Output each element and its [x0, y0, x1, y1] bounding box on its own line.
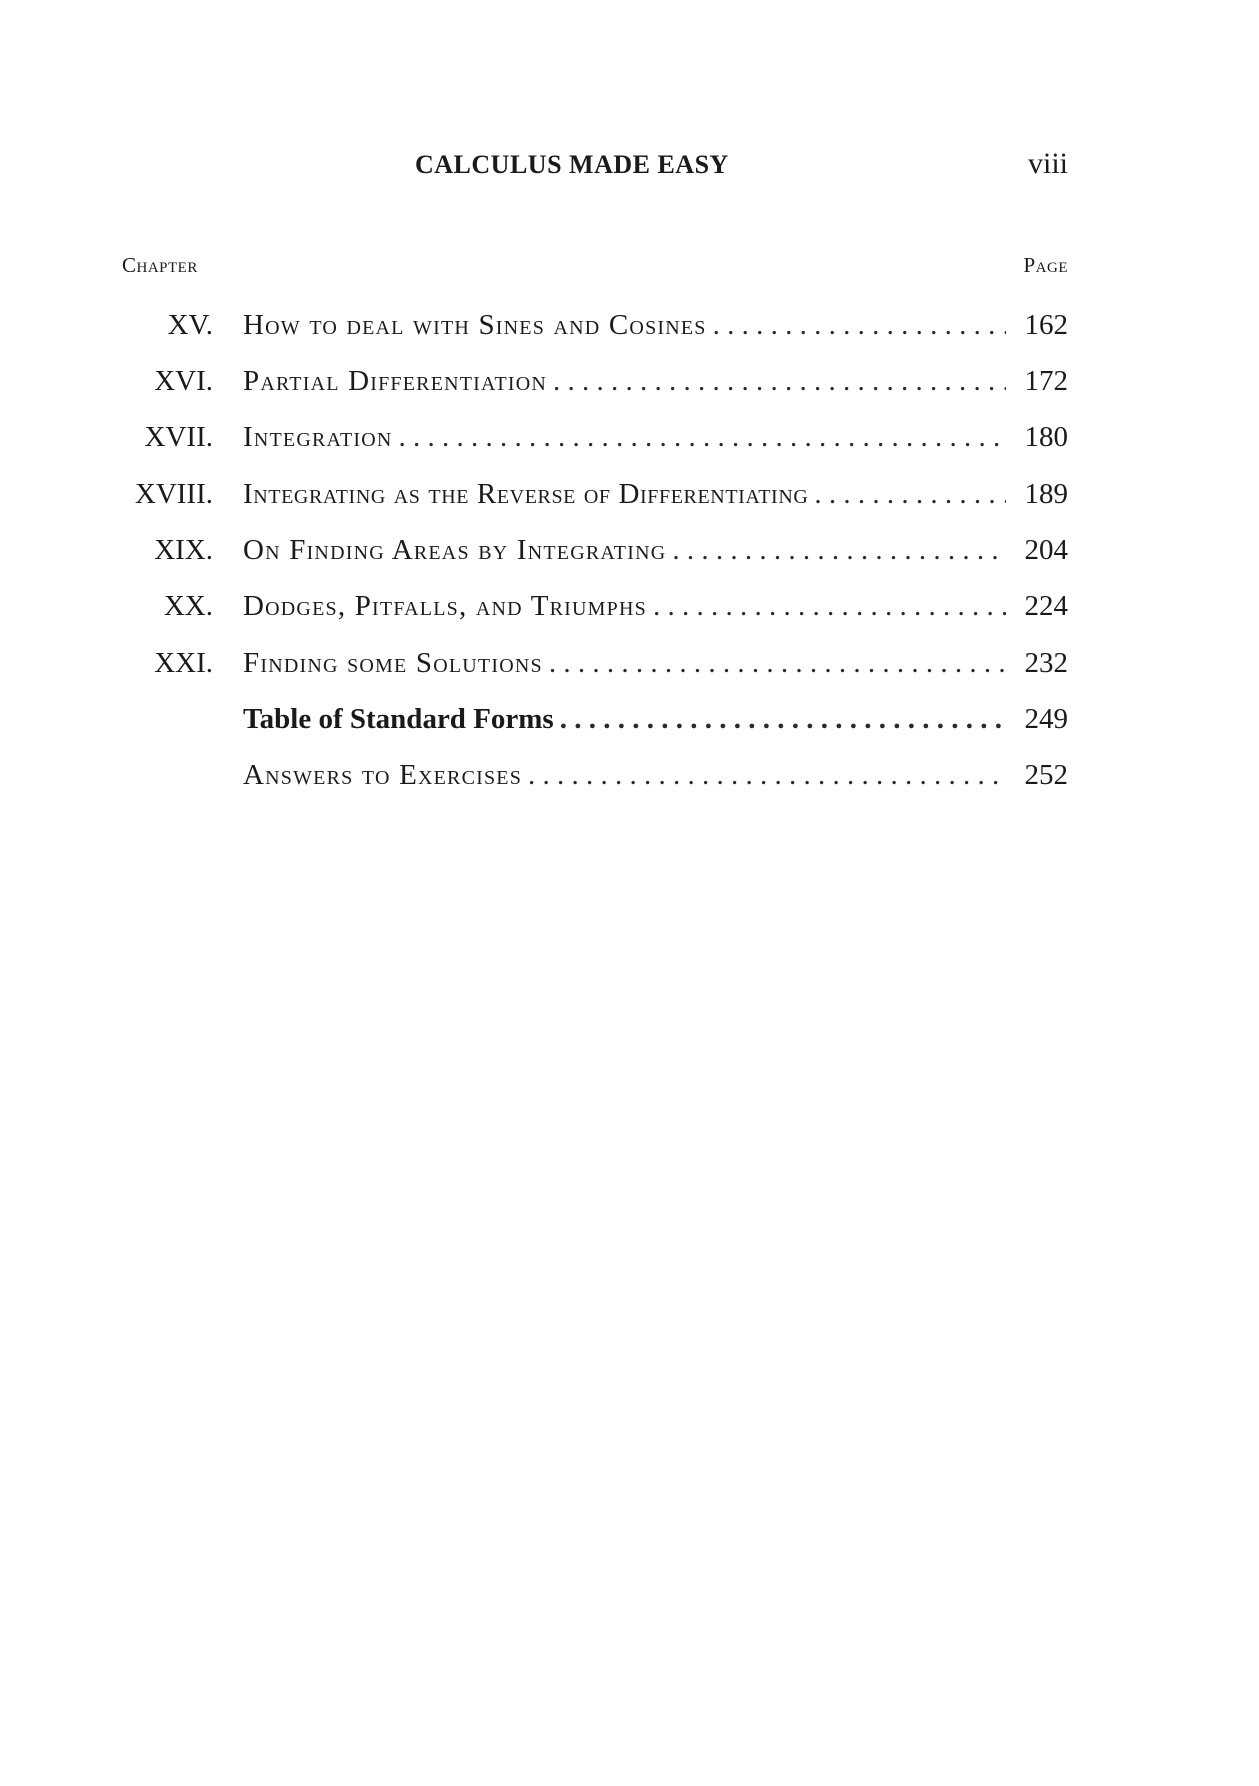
page-number: 180 [1024, 421, 1068, 453]
chapter-numeral: XXI. [154, 647, 213, 679]
running-header-page-number: viii [1027, 147, 1068, 180]
chapter-title: Partial Differentiation [243, 365, 548, 397]
dot-leader [666, 530, 1006, 570]
chapter-numeral: XVIII. [134, 478, 213, 510]
toc-entry[interactable] [0, 586, 1259, 626]
page-number: 172 [1024, 365, 1068, 397]
toc-entry[interactable] [0, 530, 1259, 570]
chapter-numeral: XVI. [154, 365, 213, 397]
toc-entry[interactable] [0, 699, 1259, 739]
toc-entry[interactable] [0, 755, 1259, 795]
chapter-title: Finding some Solutions [243, 647, 543, 679]
dot-leader [522, 755, 1006, 795]
chapter-title: On Finding Areas by Integrating [243, 534, 667, 566]
chapter-title: Table of Standard Forms [243, 703, 554, 735]
chapter-numeral: XV. [167, 309, 213, 341]
toc-entry[interactable] [0, 417, 1259, 457]
running-header-title: CALCULUS MADE EASY [415, 150, 729, 179]
chapter-numeral: XVII. [144, 421, 213, 453]
toc-entry[interactable] [0, 305, 1259, 345]
chapter-title: How to deal with Sines and Cosines [243, 309, 707, 341]
toc-entry[interactable] [0, 643, 1259, 683]
chapter-numeral: XX. [163, 590, 213, 622]
page-number: 224 [1024, 590, 1068, 622]
dot-leader [707, 305, 1006, 345]
dot-leader [547, 361, 1006, 401]
page-number: 252 [1024, 759, 1068, 791]
dot-leader [808, 474, 1006, 514]
toc-entry[interactable] [0, 361, 1259, 401]
dot-leader [393, 417, 1006, 457]
page-number: 189 [1024, 478, 1068, 510]
dot-leader [647, 586, 1006, 626]
dot-leader [543, 643, 1006, 683]
page-number: 204 [1024, 534, 1068, 566]
chapter-title: Dodges, Pitfalls, and Triumphs [243, 590, 647, 622]
chapter-title: Integration [243, 421, 393, 453]
page-number: 162 [1024, 309, 1068, 341]
chapter-title: Answers to Exercises [243, 759, 523, 791]
chapter-title: Integrating as the Reverse of Differentiating [243, 478, 809, 510]
page-number: 249 [1024, 703, 1068, 735]
toc-entry[interactable] [0, 474, 1259, 514]
dot-leader [554, 699, 1006, 739]
column-label-page: Page [1023, 253, 1068, 277]
page-number: 232 [1024, 647, 1068, 679]
column-label-chapter: Chapter [122, 253, 198, 277]
chapter-numeral: XIX. [154, 534, 213, 566]
